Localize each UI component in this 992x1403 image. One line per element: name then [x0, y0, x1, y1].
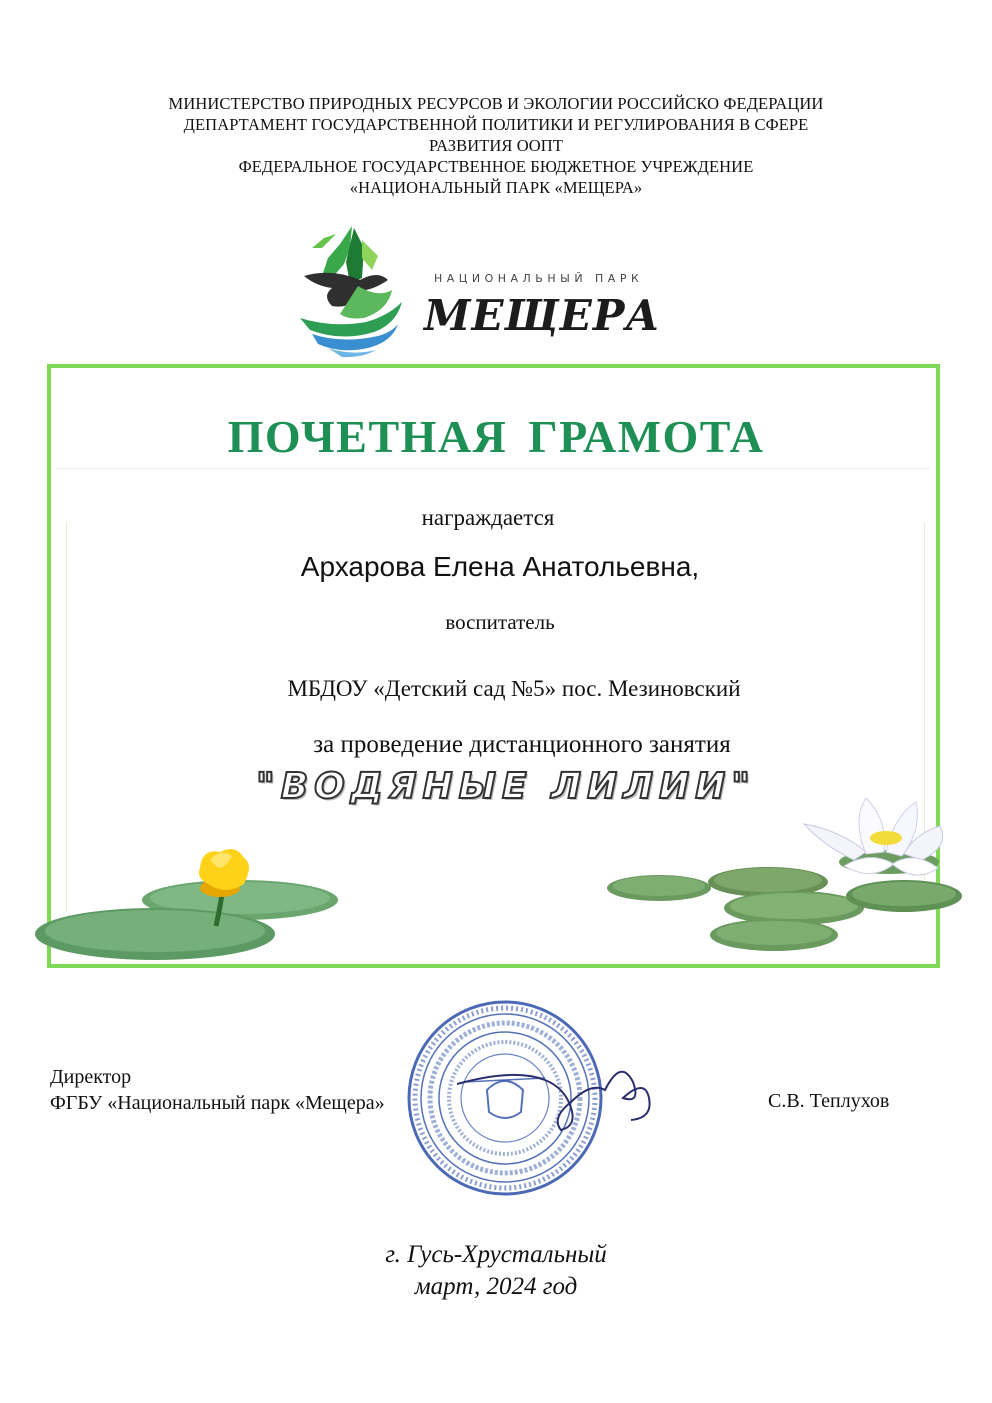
logo-title: МЕЩЕРА [424, 291, 661, 340]
header-line: РАЗВИТИЯ ООПТ [428, 136, 563, 155]
certificate-title: ПОЧЕТНАЯ ГРАМОТА [227, 411, 765, 462]
issue-footer [0, 1239, 992, 1303]
recipient-organization: МБДОУ «Детский сад №5» пос. Мезиновский [287, 676, 741, 701]
official-stamp [395, 998, 665, 1198]
white-lily-illustration [604, 790, 964, 960]
director-organization: ФГБУ «Национальный парк «Мещера» [50, 1092, 385, 1114]
park-logo [292, 218, 672, 358]
ministry-header [0, 93, 992, 198]
award-reason: за проведение дистанционного занятия [313, 731, 731, 758]
recipient-name: Архарова Елена Анатольевна, [300, 551, 700, 582]
header-line: ФЕДЕРАЛЬНОЕ ГОСУДАРСТВЕННОЕ БЮДЖЕТНОЕ УЧРЕЖДЕНИЕ [238, 157, 754, 176]
yellow-lily-illustration [30, 838, 340, 964]
issue-city: г. Гусь-Хрустальный [385, 1241, 607, 1268]
event-title: "ВОДЯНЫЕ ЛИЛИИ" [255, 766, 757, 807]
header-line: «НАЦИОНАЛЬНЫЙ ПАРК «МЕЩЕРА» [349, 178, 643, 197]
director-role: Директор [50, 1066, 132, 1088]
header-line: ДЕПАРТАМЕНТ ГОСУДАРСТВЕННОЙ ПОЛИТИКИ И РЕГУЛИРОВАНИЯ В СФЕРЕ [183, 115, 809, 134]
logo-subtitle: НАЦИОНАЛЬНЫЙ ПАРК [434, 272, 644, 285]
director-name: С.В. Теплухов [768, 1090, 890, 1112]
recipient-position: воспитатель [445, 610, 555, 634]
issue-date: март, 2024 год [414, 1273, 578, 1300]
signature-block [50, 1064, 385, 1116]
divider [57, 468, 930, 469]
header-line: МИНИСТЕРСТВО ПРИРОДНЫХ РЕСУРСОВ И ЭКОЛОГИИ РОССИЙСКО ФЕДЕРАЦИИ [168, 94, 824, 113]
awarded-text: награждается [421, 505, 555, 530]
logo-emblem-icon [300, 226, 402, 357]
